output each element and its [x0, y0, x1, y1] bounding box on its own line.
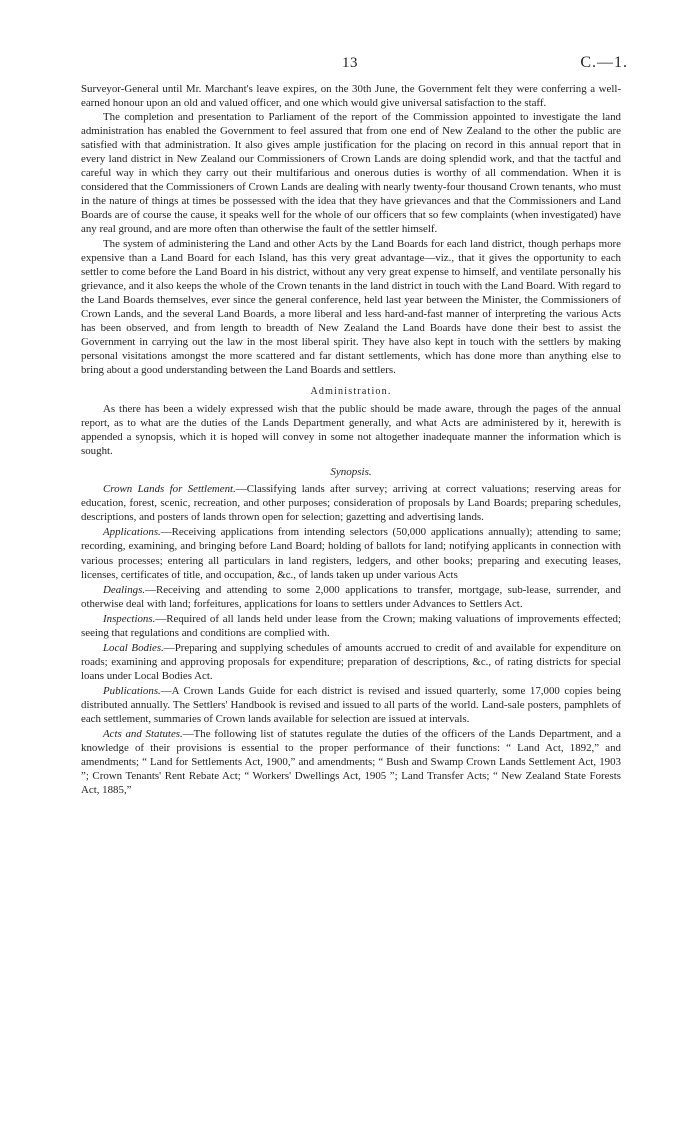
synopsis-item [81, 684, 621, 726]
synopsis-item-lead: Local Bodies. [103, 641, 164, 654]
synopsis-item-text: —Receiving applications from intending selectors (50,000 applications annually); attending to same; recording, examining, and bringing before Land Board; holding of ballots for land; notifying applicants in connection with various processes; entering all particulars in land registers, ledgers, and other books; preparing and executing leases, licenses, certificates of title, and occupation, &c., of lands taken up under various Acts [81, 526, 621, 581]
synopsis-item [81, 525, 621, 581]
synopsis-item-text: —Classifying lands after survey; arriving at correct valuations; reserving areas for education, forest, scenic, recreation, and other purposes; consideration of proposals by Land Boards; preparing schedules, descriptions, and posters of lands thrown open for selection; gazetting and advertising lands. [81, 483, 622, 524]
synopsis-item-lead: Applications. [103, 526, 161, 539]
paragraph: Surveyor-General until Mr. Marchant's leave expires, on the 30th June, the Government felt they were conferring a well-earned honour upon an old and valued officer, and one which would give universal satisfaction to the staff. [81, 83, 621, 110]
administration-paragraph: As there has been a widely expressed wish that the public should be made aware, through the pages of the annual report, as to what are the duties of the Lands Department generally, and what Acts are administered by it, herewith is appended a synopsis, which it is hoped will convey in some not altogether inadequate manner the information which is sought. [81, 403, 621, 458]
synopsis-item-lead: Acts and Statutes. [103, 728, 183, 741]
synopsis-item [81, 482, 621, 524]
document-reference: C.—1. [580, 54, 628, 71]
synopsis-item-text: —Preparing and supplying schedules of amounts accrued to credit of and available for expenditure on roads; examining and approving proposals for expenditure; preparation of descriptions, &c., of rating districts for special loans under Local Bodies Act. [81, 641, 621, 682]
synopsis-item [81, 612, 621, 640]
synopsis-item-text: —A Crown Lands Guide for each district is revised and issued quarterly, some 17,000 copies being distributed annually. The Settlers' Handbook is revised and issued to all parts of the world. Land-sale posters, pamphlets of each settlement, summaries of Crown lands available for selection are issued at intervals. [81, 684, 621, 726]
synopsis-item-lead: Dealings. [103, 583, 146, 596]
synopsis-item [81, 727, 621, 797]
synopsis-item-lead: Publications. [103, 684, 161, 697]
synopsis-item [81, 583, 621, 611]
administration-heading: Administration. [310, 385, 392, 397]
synopsis-item-text: —The following list of statutes regulate the duties of the officers of the Lands Department, and a knowledge of their provisions is essential to the proper performance of their functions: “ Land Act, 1892,” and amendments; “ Land for Settlements Act, 1900,” and amendments; “ Bush and Swamp Crown Lands Settlement Act, 1903 ”; Crown Tenants' Rent Rebate Act; “ Workers' Dwellings Act, 1905 ”; Land Transfer Acts; “ New Zealand State Forests Act, 1885,” [81, 728, 621, 797]
synopsis-item-text: —Required of all lands held under lease from the Crown; making valuations of improvements effected; seeing that regulations and conditions are complied with. [81, 612, 621, 639]
synopsis-item-lead: Crown Lands for Settlement. [103, 483, 236, 496]
synopsis-heading: Synopsis. [330, 466, 372, 479]
page-number: 13 [342, 55, 358, 71]
synopsis-item-lead: Inspections. [103, 612, 156, 625]
synopsis-item-text: —Receiving and attending to some 2,000 applications to transfer, mortgage, sub-lease, surrender, and otherwise deal with land; forfeitures, applications for loans to settlers under Advances to Settlers Act. [81, 583, 621, 610]
synopsis-item [81, 641, 621, 683]
paragraph: The completion and presentation to Parliament of the report of the Commission appointed to investigate the land administration has enabled the Government to feel assured that from one end of New Zealand to the other the public are satisfied with that administration. It also gives ample justification for the placing on record in this annual report that in every land district in New Zealand our Commissioners of Crown Lands are doing splendid work, and that the tactful and careful way in which they carry out their multifarious and onerous duties is worthy of all commendation. When it is considered that the Commissioners of Crown Lands are dealing with nearly twenty-four thousand Crown tenants, who must in the nature of things at times be possessed with the idea that they have grievances and that the Commissioners and Land Boards are of course the cause, it speaks well for the whole of our officers that so few complaints (when investigated) have any real ground, and are more often than otherwise the fault of the settler himself. [81, 111, 621, 236]
body-text [81, 82, 621, 797]
paragraph: The system of administering the Land and other Acts by the Land Boards for each land district, though perhaps more expensive than a Land Board for each Island, has this very great advantage—viz., that it gives the opportunity to each settler to come before the Land Board in his district, without any very great expense to himself, and ventilate personally his grievance, and it also keeps the whole of the Crown tenants in the land district in touch with the Land Board. With regard to the Land Boards themselves, ever since the general conference, held last year between the Minister, the Commissioners of Crown Lands, and the several Land Boards, a more liberal and less hard-and-fast manner of interpreting the various Acts has been observed, and from length to breadth of New Zealand the Land Boards have done their best to assist the Government in carrying out the law in the most liberal spirit. They have also kept in touch with the settlers by making personal visitations amongst the more scattered and far distant settlements, which has done more than anything else to bring about a good understanding between the Land Boards and settlers. [81, 237, 621, 376]
